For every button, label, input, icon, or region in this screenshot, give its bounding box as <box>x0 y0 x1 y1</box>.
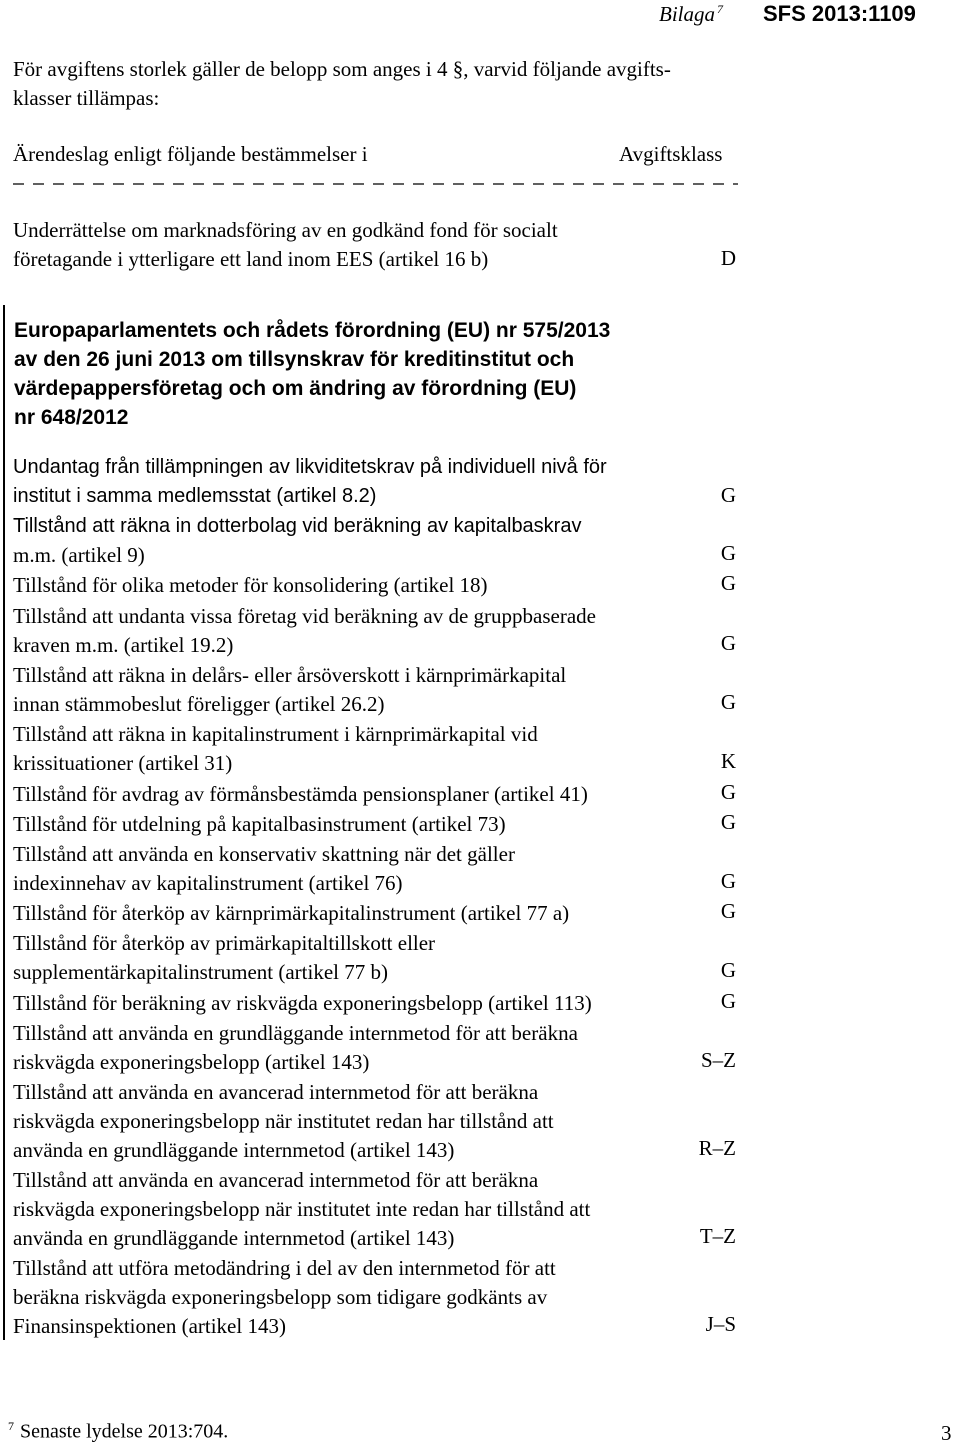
intro-line-1: För avgiftens storlek gäller de belopp som anges i 4 §, varvid följande avgifts- <box>13 57 671 81</box>
appendix-footnote-ref: 7 <box>717 2 723 16</box>
fee-class: T–Z <box>699 1224 736 1248</box>
row-line: Tillstånd att använda en konservativ skattning när det gäller <box>13 842 515 866</box>
row-line: riskvägda exponeringsbelopp när institutet redan har tillstånd att <box>13 1109 554 1133</box>
row-line: Tillstånd att räkna in delårs- eller årsöverskott i kärnprimärkapital <box>13 663 567 687</box>
fee-class: G <box>720 958 736 982</box>
page-number: 3 <box>941 1421 952 1445</box>
footnote <box>8 1419 228 1444</box>
row-line: Tillstånd att utföra metodändring i del av den internmetod för att <box>13 1256 556 1280</box>
section-heading-line: av den 26 juni 2013 om tillsynskrav för kreditinstitut och <box>14 348 575 371</box>
row-line: Tillstånd för beräkning av riskvägda exponeringsbelopp (artikel 113) <box>13 991 592 1015</box>
row-line: Finansinspektionen (artikel 143) <box>13 1314 286 1338</box>
appendix-label <box>659 2 723 27</box>
row-line: supplementärkapitalinstrument (artikel 77 b) <box>13 960 388 984</box>
change-bar <box>3 305 5 1340</box>
fee-class: G <box>720 899 736 923</box>
row-line: kraven m.m. (artikel 19.2) <box>13 633 234 657</box>
row-line: använda en grundläggande internmetod (artikel 143) <box>13 1226 455 1250</box>
fee-class: G <box>720 810 736 834</box>
row-line: Tillstånd att räkna in kapitalinstrument i kärnprimärkapital vid <box>13 722 538 746</box>
fee-class: S–Z <box>700 1048 736 1072</box>
row-line: Tillstånd att använda en grundläggande internmetod för att beräkna <box>13 1021 578 1045</box>
row-line: Tillstånd att undanta vissa företag vid beräkning av de gruppbaserade <box>13 604 596 628</box>
row-line: Tillstånd för utdelning på kapitalbasinstrument (artikel 73) <box>13 812 506 836</box>
row-line: Tillstånd för olika metoder för konsolidering (artikel 18) <box>13 573 488 597</box>
section-heading-line: nr 648/2012 <box>14 406 129 429</box>
row-line: Tillstånd för återköp av kärnprimärkapitalinstrument (artikel 77 a) <box>13 901 570 925</box>
row-line: indexinnehav av kapitalinstrument (artikel 76) <box>13 871 403 895</box>
table-header-left: Ärendeslag enligt följande bestämmelser i <box>13 142 368 166</box>
fee-class: R–Z <box>698 1136 736 1160</box>
row-line: innan stämmobeslut föreligger (artikel 26.2) <box>13 692 385 716</box>
appendix-label-text: Bilaga <box>659 2 715 26</box>
row-line: Undantag från tillämpningen av likviditetskrav på individuell nivå för <box>13 456 607 478</box>
dashed-separator <box>13 182 738 186</box>
row-line: beräkna riskvägda exponeringsbelopp som tidigare godkänts av <box>13 1285 548 1309</box>
section-heading-line: Europaparlamentets och rådets förordning (EU) nr 575/2013 <box>14 319 611 342</box>
footnote-text: Senaste lydelse 2013:704. <box>20 1420 229 1443</box>
row-line: riskvägda exponeringsbelopp (artikel 143) <box>13 1050 370 1074</box>
fee-class: G <box>720 989 736 1013</box>
sfs-number: SFS 2013:1109 <box>763 1 916 26</box>
row-line: krissituationer (artikel 31) <box>13 751 233 775</box>
fee-class: G <box>720 631 736 655</box>
row-line: Tillstånd för avdrag av förmånsbestämda pensionsplaner (artikel 41) <box>13 782 588 806</box>
fee-class: G <box>720 571 736 595</box>
row-line: Tillstånd att räkna in dotterbolag vid beräkning av kapitalbaskrav <box>13 515 582 537</box>
row-line: m.m. (artikel 9) <box>13 543 145 567</box>
fee-class: G <box>720 541 736 565</box>
fee-class: D <box>720 246 736 270</box>
row-line: Tillstånd att använda en avancerad internmetod för att beräkna <box>13 1080 539 1104</box>
row-line: Tillstånd för återköp av primärkapitaltillskott eller <box>13 931 436 955</box>
intro-line-2: klasser tillämpas: <box>13 86 160 110</box>
fee-class: K <box>720 749 736 773</box>
fee-class: G <box>720 869 736 893</box>
row-line: riskvägda exponeringsbelopp när institutet inte redan har tillstånd att <box>13 1197 591 1221</box>
section-heading-line: värdepappersföretag och om ändring av förordning (EU) <box>14 377 577 400</box>
fee-class: G <box>720 483 736 507</box>
entry-line: företagande i ytterligare ett land inom EES (artikel 16 b) <box>13 247 489 271</box>
footnote-marker: 7 <box>8 1419 14 1433</box>
row-line: Tillstånd att använda en avancerad internmetod för att beräkna <box>13 1168 539 1192</box>
fee-class: G <box>720 780 736 804</box>
table-header-right: Avgiftsklass <box>619 142 723 166</box>
row-line: använda en grundläggande internmetod (artikel 143) <box>13 1138 455 1162</box>
fee-class: G <box>720 690 736 714</box>
row-line: institut i samma medlemsstat (artikel 8.2) <box>13 485 377 507</box>
fee-class: J–S <box>705 1312 736 1336</box>
entry-line: Underrättelse om marknadsföring av en godkänd fond för socialt <box>13 218 558 242</box>
